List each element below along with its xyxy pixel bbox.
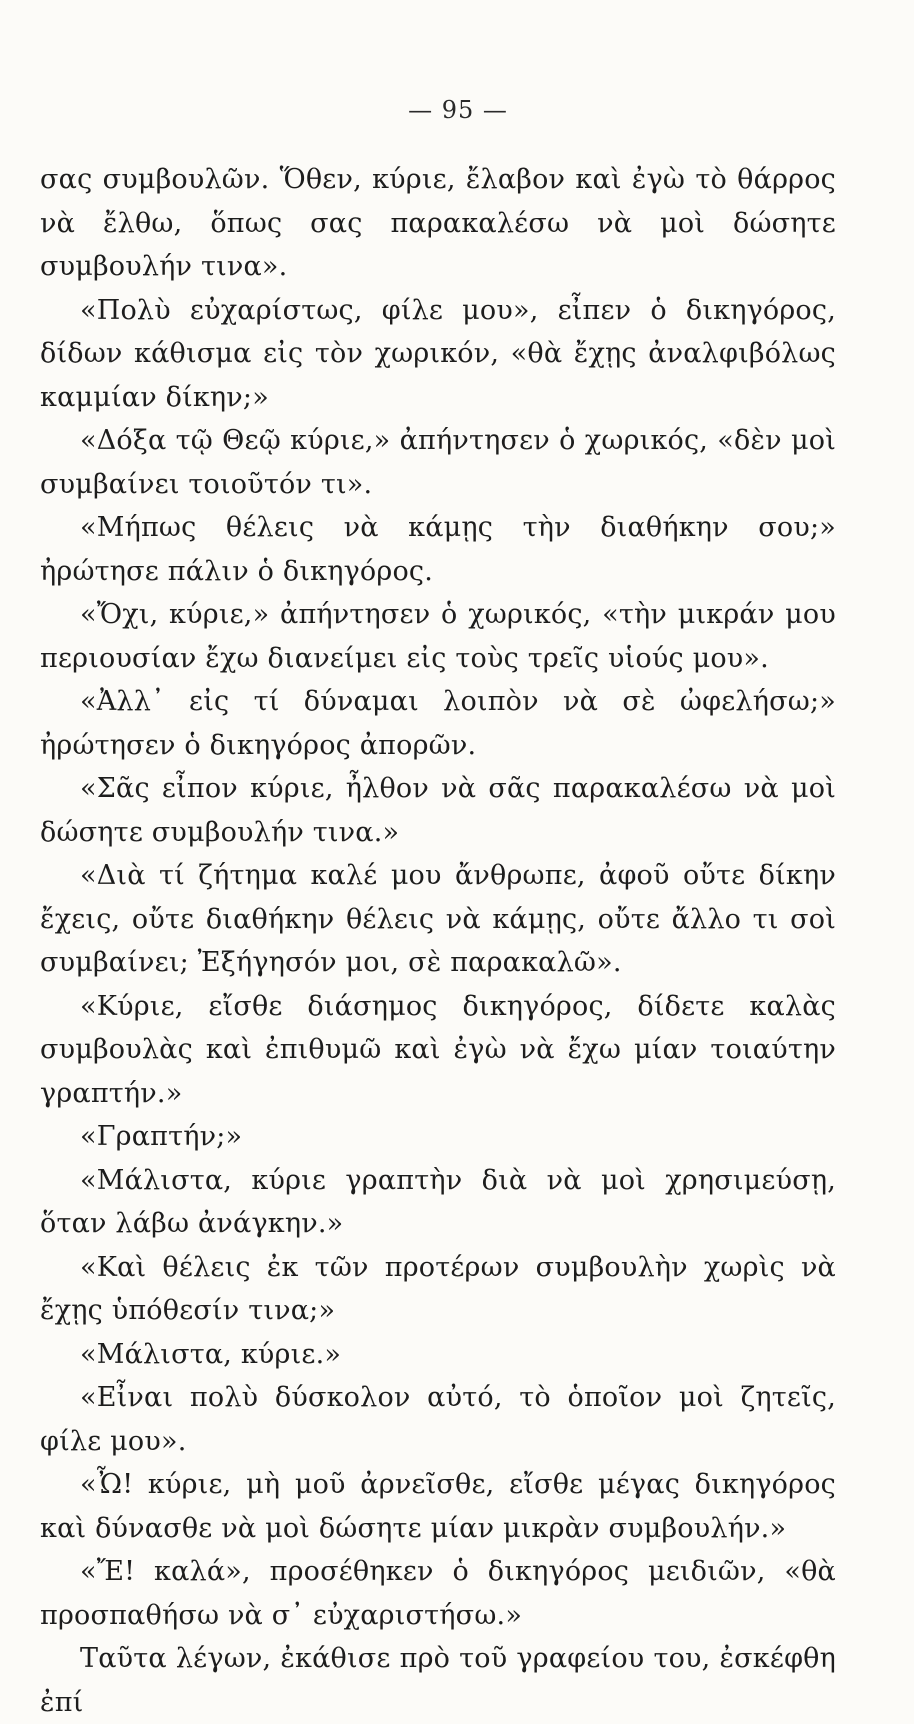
paragraph: «Σᾶς εἶπον κύριε, ἦλθον νὰ σᾶς παρακαλέσω νὰ μοὶ δώσητε συμβουλήν τινα.» <box>40 773 836 848</box>
paragraph: «Κύριε, εἴσθε διάσημος δικηγόρος, δίδετε καλὰς συμβουλὰς καὶ ἐπιθυμῶ καὶ ἐγὼ νὰ ἔχω μίαν τοιαύτην γραπτήν.» <box>40 990 836 1109</box>
paragraph: «Δόξα τῷ Θεῷ κύριε,» ἀπήντησεν ὁ χωρικός, «δὲν μοὶ συμβαίνει τοιοῦτόν τι». <box>40 425 836 500</box>
paragraph: «Πολὺ εὐχαρίστως, φίλε μου», εἶπεν ὁ δικηγόρος, δίδων κάθισμα εἰς τὸν χωρικόν, «θὰ ἔχῃς ἀναλφιβόλως καμμίαν δίκην;» <box>40 294 836 413</box>
paragraph: Ταῦτα λέγων, ἐκάθισε πρὸ τοῦ γραφείου του, ἐσκέφθη ἐπί <box>40 1643 836 1718</box>
paragraph: «Ὦ! κύριε, μὴ μοῦ ἀρνεῖσθε, εἴσθε μέγας δικηγόρος καὶ δύνασθε νὰ μοὶ δώσητε μίαν μικρὰν συμβουλήν.» <box>40 1469 836 1544</box>
paragraph: «Μήπως θέλεις νὰ κάμῃς τὴν διαθήκην σου;» ἠρώτησε πάλιν ὁ δικηγόρος. <box>40 512 836 587</box>
paragraph: «Εἶναι πολὺ δύσκολον αὐτό, τὸ ὁποῖον μοὶ ζητεῖς, φίλε μου». <box>40 1382 836 1457</box>
paragraph: «Γραπτήν;» <box>80 1121 243 1152</box>
paragraph: «Ὄχι, κύριε,» ἀπήντησεν ὁ χωρικός, «τὴν μικράν μου περιουσίαν ἔχω διανείμει εἰς τοὺς τρεῖς υἱούς μου». <box>40 599 836 674</box>
paragraph: «Μάλιστα, κύριε.» <box>80 1338 342 1370</box>
paragraph: «Καὶ θέλεις ἐκ τῶν προτέρων συμβουλὴν χωρὶς νὰ ἔχῃς ὑπόθεσίν τινα;» <box>40 1251 836 1326</box>
paragraph: σας συμβουλῶν. Ὅθεν, κύριε, ἔλαβον καὶ ἐγὼ τὸ θάρρος νὰ ἔλθω, ὅπως σας παρακαλέσω νὰ μοὶ δώσητε συμβουλήν τινα». <box>40 164 836 282</box>
body-text <box>40 158 836 1724</box>
paragraph: «Διὰ τί ζήτημα καλέ μου ἄνθρωπε, ἀφοῦ οὔτε δίκην ἔχεις, οὔτε διαθήκην θέλεις νὰ κάμῃς, οὔτε ἄλλο τι σοὶ συμβαίνει; Ἐξήγησόν μοι, σὲ παρακαλῶ». <box>40 860 836 978</box>
page-number: — 95 — <box>408 96 508 124</box>
paragraph: «Ἀλλ᾽ εἰς τί δύναμαι λοιπὸν νὰ σὲ ὠφελήσω;» ἠρώτησεν ὁ δικηγόρος ἀπορῶν. <box>40 686 836 761</box>
paragraph: «Ἔ! καλά», προσέθηκεν ὁ δικηγόρος μειδιῶν, «θὰ προσπαθήσω νὰ σ᾽ εὐχαριστήσω.» <box>40 1556 836 1631</box>
paragraph: «Μάλιστα, κύριε γραπτὴν διὰ νὰ μοὶ χρησιμεύσῃ, ὅταν λάβω ἀνάγκην.» <box>40 1164 836 1239</box>
